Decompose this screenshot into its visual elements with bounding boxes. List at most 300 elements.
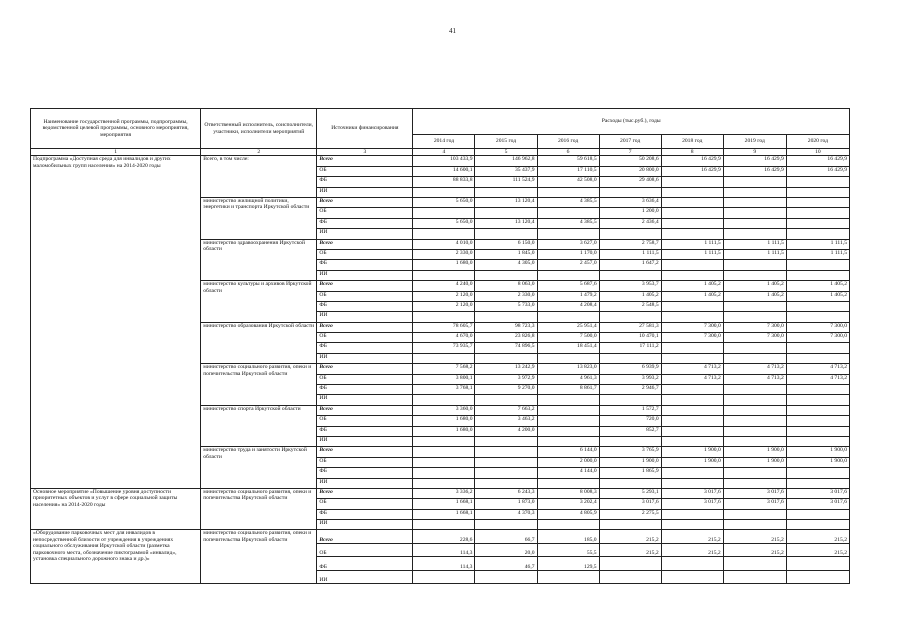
funding-source-cell: ФБ — [317, 468, 413, 478]
amount-cell: 1 111,5 — [786, 239, 849, 249]
amount-cell: 5 293,1 — [599, 488, 661, 498]
amount-cell: 215,2 — [786, 530, 849, 544]
amount-cell: 9 270,0 — [475, 385, 537, 395]
amount-cell: 4 144,0 — [537, 468, 599, 478]
header-year: 2018 год — [661, 135, 723, 149]
amount-cell: 3 017,6 — [723, 488, 786, 498]
amount-cell: 16 429,9 — [786, 156, 849, 166]
amount-cell: 4 961,3 — [537, 374, 599, 384]
amount-cell: 1 900,0 — [723, 457, 786, 467]
amount-cell — [661, 197, 723, 207]
funding-source-cell: ФБ — [317, 385, 413, 395]
amount-cell: 1 111,5 — [661, 249, 723, 259]
amount-cell: 1 900,0 — [723, 447, 786, 457]
funding-source-cell: ИИ — [317, 229, 413, 239]
funding-source-cell: ФБ — [317, 557, 413, 571]
amount-cell: 2 946,7 — [599, 385, 661, 395]
amount-cell — [723, 557, 786, 571]
amount-cell — [723, 353, 786, 363]
amount-cell: 103 433,9 — [413, 156, 475, 166]
amount-cell: 4 713,2 — [786, 364, 849, 374]
amount-cell: 146 962,8 — [475, 156, 537, 166]
amount-cell: 10 470,1 — [599, 333, 661, 343]
amount-cell: 50 208,6 — [599, 156, 661, 166]
amount-cell: 35 437,9 — [475, 166, 537, 176]
amount-cell: 4 713,2 — [786, 374, 849, 384]
amount-cell: 18 451,4 — [537, 343, 599, 353]
amount-cell — [413, 312, 475, 322]
amount-cell: 720,0 — [599, 416, 661, 426]
amount-cell: 23 826,8 — [475, 333, 537, 343]
amount-cell: 1 680,0 — [413, 426, 475, 436]
funding-source-cell: ИИ — [317, 436, 413, 446]
amount-cell — [661, 395, 723, 405]
amount-cell — [661, 187, 723, 197]
amount-cell: 4 305,0 — [475, 260, 537, 270]
amount-cell — [786, 405, 849, 415]
executor-cell: министерство образования Иркутской области — [201, 322, 317, 364]
amount-cell: 4 713,2 — [661, 374, 723, 384]
amount-cell: 16 429,9 — [786, 166, 849, 176]
amount-cell — [723, 270, 786, 280]
amount-cell: 4 713,2 — [723, 364, 786, 374]
funding-source-cell: Всего — [317, 281, 413, 291]
amount-cell: 20 800,0 — [599, 166, 661, 176]
amount-cell — [475, 312, 537, 322]
amount-cell: 4 370,3 — [475, 509, 537, 519]
amount-cell: 1 900,0 — [786, 457, 849, 467]
amount-cell — [723, 570, 786, 584]
amount-cell — [413, 395, 475, 405]
amount-cell: 88 833,8 — [413, 177, 475, 187]
amount-cell — [786, 312, 849, 322]
amount-cell — [661, 218, 723, 228]
funding-source-cell: Всего — [317, 322, 413, 332]
funding-source-cell: ИИ — [317, 478, 413, 488]
amount-cell — [723, 229, 786, 239]
amount-cell — [786, 301, 849, 311]
amount-cell — [661, 520, 723, 530]
amount-cell: 215,2 — [599, 543, 661, 557]
funding-source-cell: ФБ — [317, 177, 413, 187]
amount-cell: 6 939,9 — [599, 364, 661, 374]
amount-cell — [786, 343, 849, 353]
amount-cell: 2 330,0 — [413, 249, 475, 259]
amount-cell — [413, 187, 475, 197]
amount-cell: 3 627,0 — [537, 239, 599, 249]
amount-cell: 6 243,3 — [475, 488, 537, 498]
amount-cell — [661, 478, 723, 488]
amount-cell — [475, 520, 537, 530]
amount-cell: 2 758,7 — [599, 239, 661, 249]
amount-cell: 6 144,0 — [537, 447, 599, 457]
amount-cell: 13 242,9 — [475, 364, 537, 374]
amount-cell: 17 110,5 — [537, 166, 599, 176]
amount-cell: 7 300,0 — [723, 333, 786, 343]
amount-cell: 66,7 — [475, 530, 537, 544]
amount-cell: 3 765,9 — [599, 447, 661, 457]
amount-cell — [786, 197, 849, 207]
amount-cell — [661, 468, 723, 478]
funding-source-cell: ИИ — [317, 353, 413, 363]
amount-cell: 3 953,7 — [599, 281, 661, 291]
amount-cell: 1 900,0 — [661, 447, 723, 457]
amount-cell: 27 581,3 — [599, 322, 661, 332]
amount-cell: 16 429,9 — [723, 156, 786, 166]
header-year: 2020 год — [786, 135, 849, 149]
amount-cell — [723, 468, 786, 478]
amount-cell: 29 408,6 — [599, 177, 661, 187]
amount-cell: 5 650,0 — [413, 197, 475, 207]
executor-cell: министерство труда и занятости Иркутской области — [201, 447, 317, 489]
amount-cell: 3 800,1 — [413, 374, 475, 384]
amount-cell: 1 200,0 — [599, 208, 661, 218]
header-year: 2014 год — [413, 135, 475, 149]
amount-cell: 215,2 — [723, 530, 786, 544]
amount-cell: 4 713,2 — [723, 374, 786, 384]
amount-cell: 7 500,0 — [537, 333, 599, 343]
amount-cell — [723, 395, 786, 405]
amount-cell: 14 600,1 — [413, 166, 475, 176]
amount-cell — [661, 177, 723, 187]
amount-cell: 215,2 — [723, 543, 786, 557]
amount-cell: 1 680,0 — [413, 416, 475, 426]
executor-cell: министерство социального развития, опеки и попечительства Иркутской области — [201, 488, 317, 530]
amount-cell: 4 208,4 — [537, 301, 599, 311]
amount-cell: 3 463,2 — [475, 416, 537, 426]
table-body — [31, 156, 850, 584]
amount-cell — [413, 208, 475, 218]
amount-cell — [413, 270, 475, 280]
amount-cell: 111 524,9 — [475, 177, 537, 187]
amount-cell: 46,7 — [475, 557, 537, 571]
amount-cell — [723, 343, 786, 353]
amount-cell — [475, 457, 537, 467]
amount-cell — [599, 478, 661, 488]
funding-source-cell: ОБ — [317, 499, 413, 509]
amount-cell: 114,3 — [413, 557, 475, 571]
amount-cell: 74 896,5 — [475, 343, 537, 353]
amount-cell: 2 330,0 — [475, 291, 537, 301]
amount-cell — [786, 557, 849, 571]
amount-cell — [786, 270, 849, 280]
amount-cell — [723, 218, 786, 228]
header-year: 2016 год — [537, 135, 599, 149]
amount-cell: 1 111,5 — [786, 249, 849, 259]
program-name-cell: «Оборудование парковочных мест для инвалидов в непосредственной близости от учреждения в учреждениях социального обслуживания Иркутской области (разметка парковочного места, обозначение пиктограммой «инвалид», установка специального дорожного знака и др.)» — [31, 530, 201, 584]
amount-cell: 7 300,0 — [661, 322, 723, 332]
amount-cell — [599, 353, 661, 363]
amount-cell: 3 017,6 — [786, 499, 849, 509]
funding-source-cell: Всего — [317, 488, 413, 498]
funding-source-cell: ИИ — [317, 395, 413, 405]
amount-cell — [599, 187, 661, 197]
amount-cell — [786, 385, 849, 395]
funding-source-cell: ОБ — [317, 543, 413, 557]
amount-cell — [599, 436, 661, 446]
amount-cell — [661, 270, 723, 280]
amount-cell: 1 405,2 — [723, 281, 786, 291]
amount-cell: 3 017,6 — [661, 499, 723, 509]
amount-cell — [786, 177, 849, 187]
amount-cell: 1 170,0 — [537, 249, 599, 259]
amount-cell — [475, 436, 537, 446]
amount-cell — [723, 405, 786, 415]
funding-source-cell: ИИ — [317, 520, 413, 530]
amount-cell: 114,3 — [413, 543, 475, 557]
amount-cell: 16 429,9 — [661, 156, 723, 166]
amount-cell: 7 663,2 — [475, 405, 537, 415]
amount-cell — [537, 416, 599, 426]
amount-cell: 17 111,2 — [599, 343, 661, 353]
funding-source-cell: ФБ — [317, 509, 413, 519]
funding-source-cell: ОБ — [317, 374, 413, 384]
amount-cell: 16 429,9 — [661, 166, 723, 176]
amount-cell: 3 336,2 — [413, 488, 475, 498]
amount-cell: 2 120,0 — [413, 301, 475, 311]
amount-cell: 1 111,5 — [723, 249, 786, 259]
amount-cell: 185,0 — [537, 530, 599, 544]
amount-cell: 215,2 — [661, 530, 723, 544]
executor-cell: министерство культуры и архивов Иркутской области — [201, 281, 317, 323]
amount-cell: 4 805,9 — [537, 509, 599, 519]
funding-source-cell: ИИ — [317, 570, 413, 584]
amount-cell — [661, 229, 723, 239]
amount-cell: 4 010,0 — [413, 239, 475, 249]
amount-cell: 129,5 — [537, 557, 599, 571]
funding-source-cell: ОБ — [317, 166, 413, 176]
amount-cell: 1 680,0 — [413, 260, 475, 270]
amount-cell — [723, 260, 786, 270]
amount-cell — [599, 520, 661, 530]
amount-cell: 6 150,0 — [475, 239, 537, 249]
funding-source-cell: ОБ — [317, 249, 413, 259]
amount-cell — [786, 229, 849, 239]
page-number: 41 — [449, 27, 456, 35]
amount-cell — [537, 478, 599, 488]
amount-cell — [475, 468, 537, 478]
amount-cell — [786, 395, 849, 405]
budget-table — [30, 108, 850, 584]
amount-cell: 59 618,5 — [537, 156, 599, 166]
amount-cell: 1 900,0 — [661, 457, 723, 467]
amount-cell: 4 670,0 — [413, 333, 475, 343]
amount-cell: 3 017,6 — [786, 488, 849, 498]
amount-cell: 3 360,0 — [413, 405, 475, 415]
funding-source-cell: Всего — [317, 405, 413, 415]
amount-cell — [537, 395, 599, 405]
amount-cell: 4 240,0 — [413, 281, 475, 291]
amount-cell — [661, 312, 723, 322]
amount-cell: 1 405,2 — [661, 281, 723, 291]
funding-source-cell: ФБ — [317, 426, 413, 436]
amount-cell — [413, 570, 475, 584]
amount-cell — [475, 395, 537, 405]
amount-cell: 1 900,0 — [786, 447, 849, 457]
amount-cell — [786, 436, 849, 446]
amount-cell — [723, 385, 786, 395]
executor-cell: Всего, в том числе: — [201, 156, 317, 198]
amount-cell — [661, 343, 723, 353]
amount-cell — [723, 187, 786, 197]
amount-cell: 2 457,0 — [537, 260, 599, 270]
amount-cell — [599, 570, 661, 584]
amount-cell: 1 572,7 — [599, 405, 661, 415]
amount-cell — [537, 353, 599, 363]
amount-cell — [786, 509, 849, 519]
amount-cell: 3 017,6 — [723, 499, 786, 509]
amount-cell — [661, 353, 723, 363]
column-number: 3 — [317, 149, 413, 156]
executor-cell: министерство жилищной политики, энергетики и транспорта Иркутской области — [201, 197, 317, 239]
amount-cell — [413, 457, 475, 467]
amount-cell: 25 951,4 — [537, 322, 599, 332]
amount-cell: 4 200,0 — [475, 426, 537, 436]
amount-cell: 1 647,2 — [599, 260, 661, 270]
amount-cell: 7 300,0 — [661, 333, 723, 343]
header-expenses: Расходы (тыс.руб.), годы — [413, 109, 850, 135]
amount-cell — [661, 426, 723, 436]
header-executor: Ответственный исполнитель, соисполнители, участники, исполнители мероприятий — [201, 109, 317, 149]
amount-cell — [537, 229, 599, 239]
amount-cell — [475, 570, 537, 584]
amount-cell — [599, 229, 661, 239]
amount-cell: 1 405,2 — [786, 281, 849, 291]
amount-cell — [475, 353, 537, 363]
amount-cell: 1 405,2 — [661, 291, 723, 301]
amount-cell — [786, 478, 849, 488]
amount-cell: 7 568,2 — [413, 364, 475, 374]
funding-source-cell: ФБ — [317, 301, 413, 311]
amount-cell — [599, 395, 661, 405]
amount-cell: 20,0 — [475, 543, 537, 557]
column-number: 6 — [537, 149, 599, 156]
amount-cell: 3 768,1 — [413, 385, 475, 395]
table-row — [31, 156, 850, 166]
amount-cell: 1 900,0 — [599, 457, 661, 467]
amount-cell — [537, 208, 599, 218]
funding-source-cell: ОБ — [317, 416, 413, 426]
amount-cell: 1 405,2 — [786, 291, 849, 301]
amount-cell: 1 873,0 — [475, 499, 537, 509]
table-row — [31, 530, 850, 544]
amount-cell — [723, 426, 786, 436]
amount-cell — [661, 416, 723, 426]
amount-cell — [537, 405, 599, 415]
amount-cell: 852,7 — [599, 426, 661, 436]
amount-cell — [723, 177, 786, 187]
funding-source-cell: ОБ — [317, 457, 413, 467]
amount-cell — [537, 426, 599, 436]
amount-cell: 2 000,0 — [537, 457, 599, 467]
amount-cell: 16 429,9 — [723, 166, 786, 176]
funding-source-cell: ФБ — [317, 260, 413, 270]
amount-cell — [413, 478, 475, 488]
program-name-cell: Подпрограмма «Доступная среда для инвалидов и других маломобильных групп населения» на 2014-2020 годы — [31, 156, 201, 489]
amount-cell: 1 668,1 — [413, 509, 475, 519]
amount-cell — [661, 385, 723, 395]
amount-cell — [661, 509, 723, 519]
amount-cell — [413, 447, 475, 457]
amount-cell — [413, 229, 475, 239]
amount-cell — [537, 270, 599, 280]
amount-cell — [537, 520, 599, 530]
amount-cell: 7 300,0 — [786, 333, 849, 343]
amount-cell: 13 120,4 — [475, 218, 537, 228]
amount-cell — [661, 301, 723, 311]
amount-cell — [786, 218, 849, 228]
funding-source-cell: Всего — [317, 239, 413, 249]
amount-cell: 2 436,4 — [599, 218, 661, 228]
amount-cell: 5 650,0 — [413, 218, 475, 228]
amount-cell — [786, 468, 849, 478]
amount-cell: 2 275,5 — [599, 509, 661, 519]
amount-cell — [786, 570, 849, 584]
amount-cell — [661, 436, 723, 446]
column-number: 8 — [661, 149, 723, 156]
funding-source-cell: ИИ — [317, 270, 413, 280]
amount-cell: 5 687,6 — [537, 281, 599, 291]
amount-cell — [661, 405, 723, 415]
executor-cell: министерство спорта Иркутской области — [201, 405, 317, 447]
column-number: 4 — [413, 149, 475, 156]
column-number: 9 — [723, 149, 786, 156]
amount-cell: 3 017,6 — [661, 488, 723, 498]
funding-source-cell: ФБ — [317, 343, 413, 353]
column-number: 2 — [201, 149, 317, 156]
column-number: 5 — [475, 149, 537, 156]
funding-source-cell: ИИ — [317, 187, 413, 197]
amount-cell: 8 008,3 — [537, 488, 599, 498]
amount-cell — [661, 557, 723, 571]
amount-cell — [599, 557, 661, 571]
header-year: 2017 год — [599, 135, 661, 149]
executor-cell: министерство здравоохранения Иркутской области — [201, 239, 317, 281]
amount-cell — [786, 426, 849, 436]
executor-cell: министерство социального развития, опеки и попечительства Иркутской области — [201, 364, 317, 406]
funding-source-cell: ОБ — [317, 333, 413, 343]
funding-source-cell: ИИ — [317, 312, 413, 322]
amount-cell — [723, 436, 786, 446]
header-program: Наименование государственной программы, подпрограммы, ведомственной целевой программы, основного мероприятия, мероприятия — [31, 109, 201, 149]
amount-cell: 78 605,7 — [413, 322, 475, 332]
program-name-cell: Основное мероприятие «Повышение уровня доступности приоритетных объектов и услуг в сфере социальной защиты населения» на 2014-2020 годы — [31, 488, 201, 530]
amount-cell — [537, 312, 599, 322]
amount-cell: 3 202,4 — [537, 499, 599, 509]
amount-cell — [475, 229, 537, 239]
amount-cell: 8 861,7 — [537, 385, 599, 395]
amount-cell: 3 636,4 — [599, 197, 661, 207]
amount-cell: 4 713,2 — [661, 364, 723, 374]
amount-cell: 1 668,1 — [413, 499, 475, 509]
amount-cell — [786, 353, 849, 363]
amount-cell: 215,2 — [786, 543, 849, 557]
amount-cell: 8 063,0 — [475, 281, 537, 291]
funding-source-cell: Всего — [317, 197, 413, 207]
column-number: 1 — [31, 149, 201, 156]
amount-cell: 1 111,5 — [661, 239, 723, 249]
amount-cell: 1 845,0 — [475, 249, 537, 259]
amount-cell: 42 508,0 — [537, 177, 599, 187]
amount-cell: 2 548,5 — [599, 301, 661, 311]
amount-cell: 1 111,5 — [723, 239, 786, 249]
funding-source-cell: Всего — [317, 530, 413, 544]
header-source: Источники финансирования — [317, 109, 413, 149]
amount-cell — [786, 520, 849, 530]
amount-cell: 13 823,0 — [537, 364, 599, 374]
amount-cell: 55,5 — [537, 543, 599, 557]
amount-cell: 13 120,4 — [475, 197, 537, 207]
